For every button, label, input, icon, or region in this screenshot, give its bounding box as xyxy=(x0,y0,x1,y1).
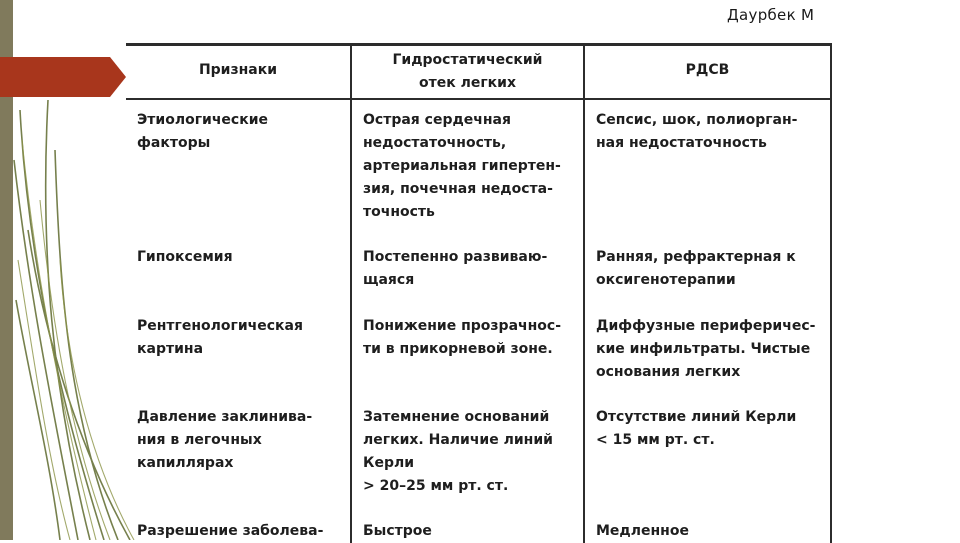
table-cell: Затемнение оснований легких. Наличие линий Керли > 20–25 мм рт. ст. xyxy=(363,409,553,494)
table-cell: Разрешение заболева- xyxy=(137,523,324,539)
author-label: Даурбек М xyxy=(727,6,815,24)
table-column-divider xyxy=(583,46,585,543)
header-cell-ards: РДСВ xyxy=(685,62,730,78)
table-cell: Диффузные перифери‍чес- кие инфильтраты. Чистые основания легких xyxy=(596,318,816,380)
header-cell-signs: Признаки xyxy=(198,62,278,78)
table-column-divider xyxy=(350,46,352,543)
table-cell: Гипоксемия xyxy=(137,249,233,265)
table-cell: Этиологические факторы xyxy=(137,112,269,151)
arrow-shape-icon xyxy=(0,57,128,97)
table-cell: Медленное xyxy=(596,523,689,539)
table-cell: Быстрое xyxy=(363,523,432,539)
table-cell: Постепенно развиваю- щаяся xyxy=(363,249,548,288)
table-cell: Понижение прозрачнос- ти в прикорневой зоне. xyxy=(363,318,562,357)
table-cell: Сепсис, шок, полиорган- ная недостаточность xyxy=(596,112,798,151)
table-cell: Отсутствие линий Керли < 15 мм рт. ст. xyxy=(596,409,797,448)
header-cell-hydrostatic-edema: Гидростатический отек легких xyxy=(392,52,543,91)
table-right-border xyxy=(830,46,832,543)
table-cell: Ранняя, рефрактерная к оксигенотерапии xyxy=(596,249,796,288)
table-cell: Давление заклинива- ния в легочных капиллярах xyxy=(137,409,313,471)
table-cell: Рентгенологическая картина xyxy=(137,318,303,357)
table-header-divider xyxy=(126,98,832,100)
table-cell: Острая сердечная недостаточность, артериальная гипертен- зия, почечная недоста- точность xyxy=(363,112,561,220)
comparison-table xyxy=(126,43,832,543)
